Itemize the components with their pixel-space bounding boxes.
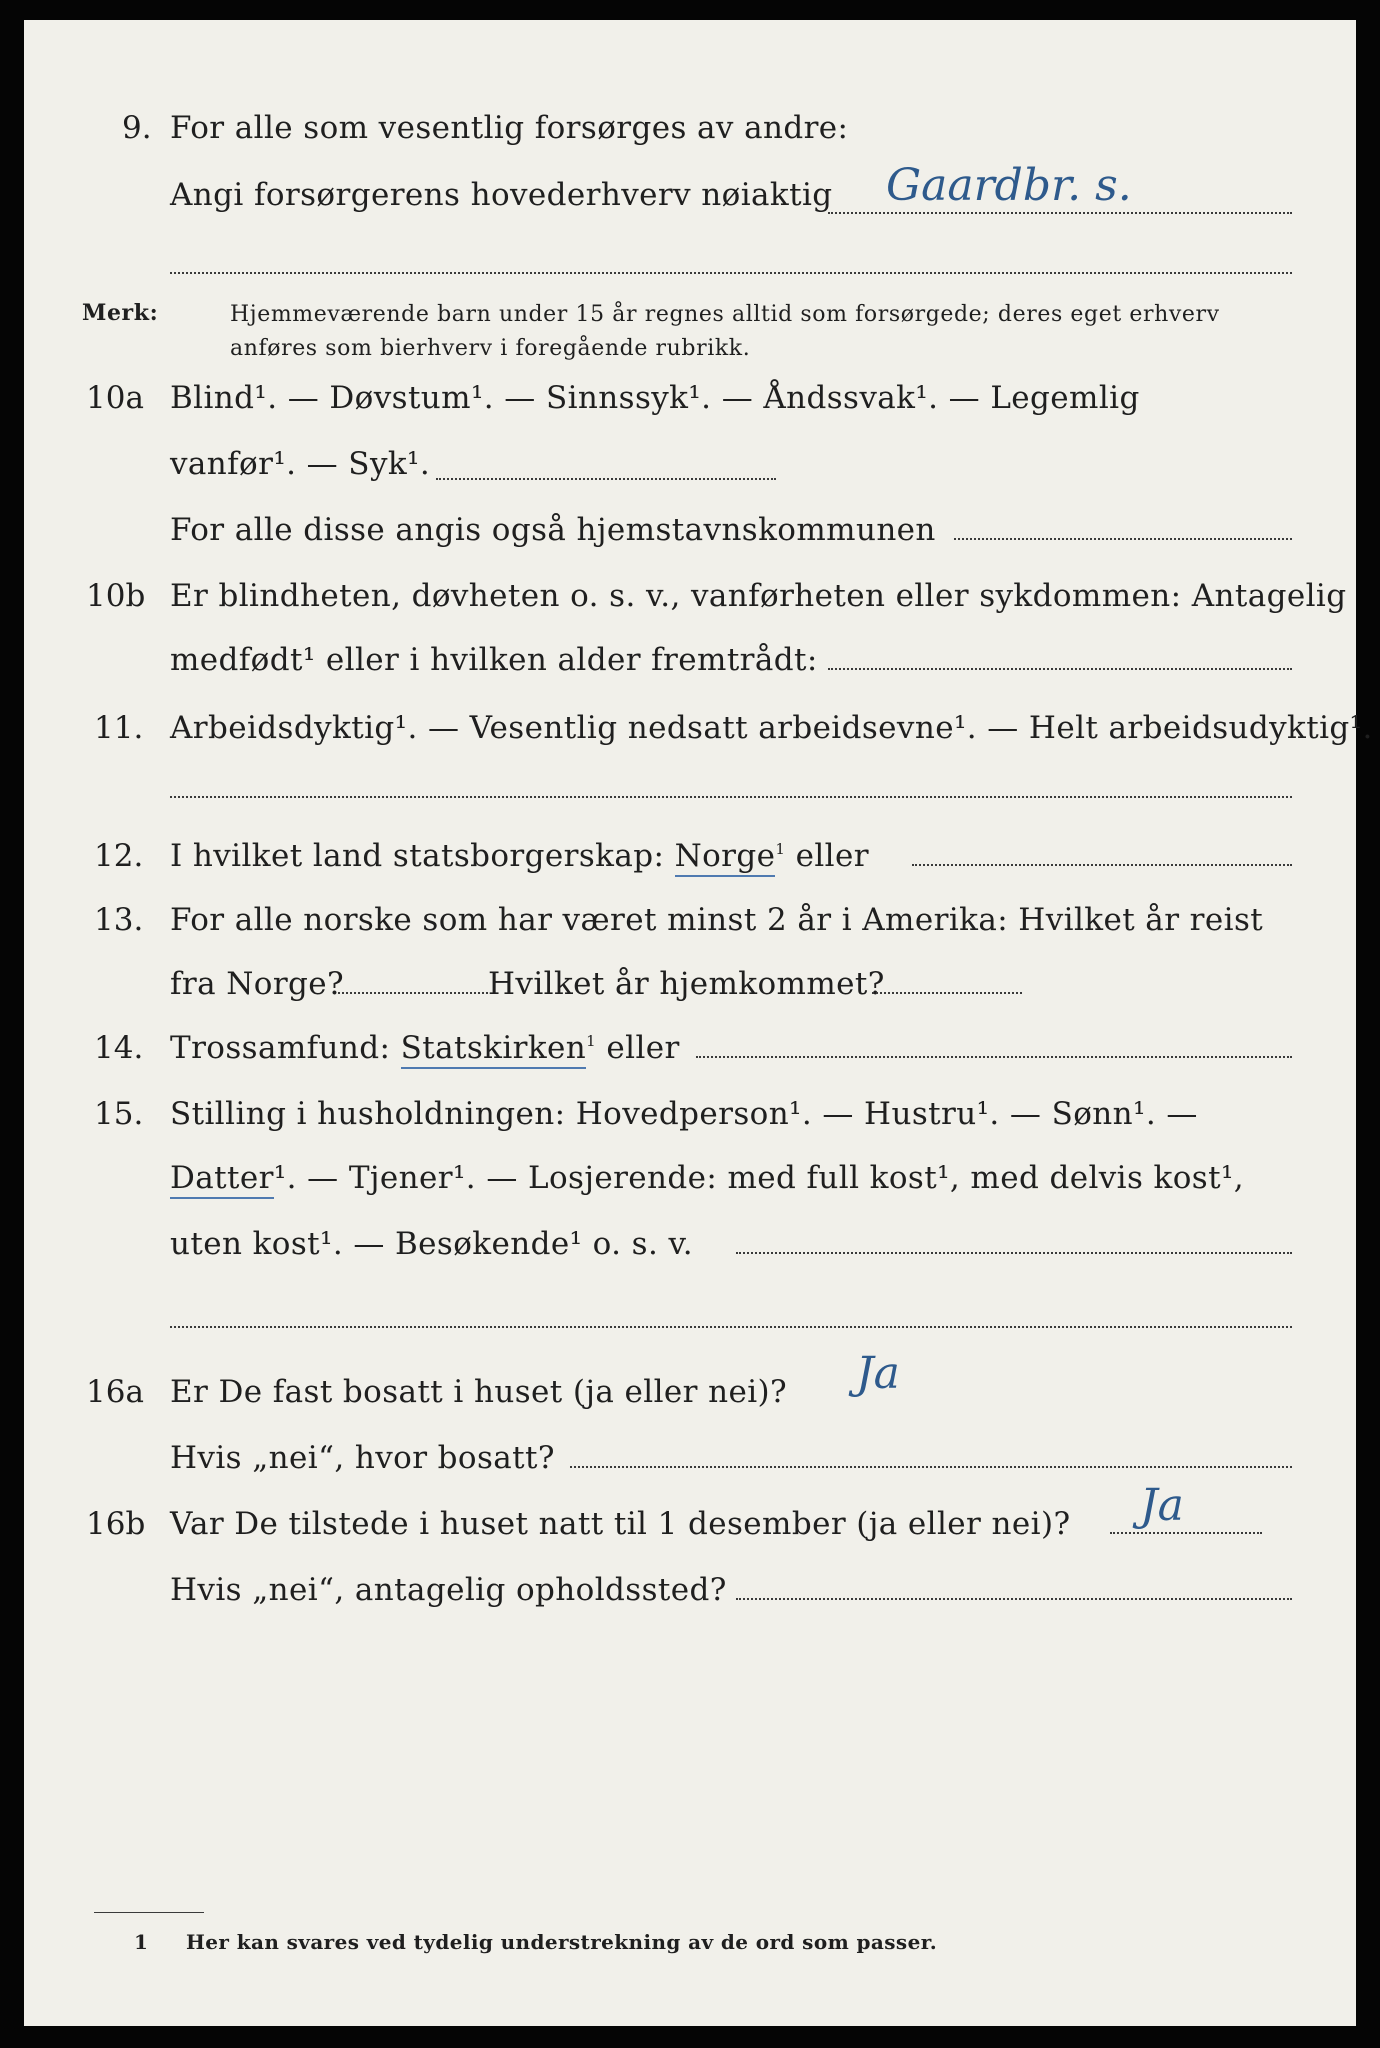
merk-label: Merk: xyxy=(82,300,159,326)
q9-line1: For alle som vesentlig forsørges av andre: xyxy=(170,110,849,146)
footnote-text: Her kan svares ved tydelig understrekning av de ord som passer. xyxy=(186,1930,938,1954)
q16a-line1: Er De fast bosatt i huset (ja eller nei)? xyxy=(170,1374,788,1410)
q15-number: 15. xyxy=(94,1096,144,1132)
q12-suffix: eller xyxy=(785,838,869,874)
q10a-number: 10a xyxy=(86,380,144,416)
q14-line: Trossamfund: Statskirken$^1$ eller xyxy=(170,1030,680,1066)
q13-line2b: Hvilket år hjemkommet? xyxy=(488,966,885,1002)
q13-hjemkommet-line xyxy=(872,992,1022,994)
q16b-opholdssted-line xyxy=(736,1598,1292,1600)
q11-answer-line xyxy=(170,796,1292,798)
q16a-line2: Hvis „nei“, hvor bosatt? xyxy=(170,1440,555,1476)
q16b-line1: Var De tilstede i huset natt til 1 desember (ja eller nei)? xyxy=(170,1506,1071,1542)
merk-line1: Hjemmeværende barn under 15 år regnes alltid som forsørgede; deres eget erhverv xyxy=(230,302,1220,327)
q14-number: 14. xyxy=(94,1030,144,1066)
q13-line2a: fra Norge? xyxy=(170,966,345,1002)
q13-line1: For alle norske som har været minst 2 år i Amerika: Hvilket år reist xyxy=(170,902,1264,938)
q16b-answer-line xyxy=(1110,1532,1262,1534)
q14-answer-line xyxy=(696,1056,1292,1058)
q12-underlined-answer: Norge xyxy=(675,838,776,877)
q13-number: 13. xyxy=(94,902,144,938)
q15-line2 xyxy=(170,1160,1244,1196)
q16a-number: 16a xyxy=(86,1374,144,1410)
q16a-answer-line xyxy=(570,1466,1292,1468)
q9-number: 9. xyxy=(122,110,152,146)
q12-answer-line xyxy=(912,864,1292,866)
q11-number: 11. xyxy=(94,710,144,746)
q9-answer-line xyxy=(828,212,1292,214)
q13-reist-line xyxy=(338,992,488,994)
q10b-number: 10b xyxy=(86,578,146,614)
q10b-answer-line xyxy=(828,668,1292,670)
q10a-line2: vanfør¹. — Syk¹. xyxy=(170,446,431,482)
q9-handwritten-answer: Gaardbr. s. xyxy=(886,160,1132,211)
q15-line3: uten kost¹. — Besøkende¹ o. s. v. xyxy=(170,1226,693,1262)
q9-line2: Angi forsørgerens hovederhverv nøiaktig xyxy=(170,177,833,213)
merk-line2: anføres som bierhverv i foregående rubrikk. xyxy=(230,336,751,361)
q10a-hjemstavn-line xyxy=(954,538,1292,540)
footnote-rule xyxy=(94,1912,204,1913)
q9-extra-line xyxy=(170,272,1292,274)
q10b-line1: Er blindheten, døvheten o. s. v., vanførheten eller sykdommen: Antagelig xyxy=(170,578,1347,614)
q15-answer-line xyxy=(736,1252,1292,1254)
q12-prefix: I hvilket land statsborgerskap: xyxy=(170,838,675,874)
q14-underlined-answer: Statskirken xyxy=(401,1030,587,1069)
q16a-handwritten-answer: Ja xyxy=(856,1348,900,1399)
q15-line2-rest: ¹. — Tjener¹. — Losjerende: med full kost¹, med delvis kost¹, xyxy=(273,1160,1245,1196)
q10a-line3: For alle disse angis også hjemstavnskommunen xyxy=(170,512,936,548)
q10b-line2: medfødt¹ eller i hvilken alder fremtrådt: xyxy=(170,642,818,678)
census-form-page xyxy=(24,20,1373,2026)
q10a-line1: Blind¹. — Døvstum¹. — Sinnssyk¹. — Åndssvak¹. — Legemlig xyxy=(170,380,1140,416)
q16b-line2: Hvis „nei“, antagelig opholdssted? xyxy=(170,1572,727,1608)
q16b-number: 16b xyxy=(86,1506,146,1542)
q12-line: I hvilket land statsborgerskap: Norge$^1$ eller xyxy=(170,838,869,874)
q15-line1: Stilling i husholdningen: Hovedperson¹. — Hustru¹. — Sønn¹. — xyxy=(170,1096,1198,1132)
q10a-syk-line xyxy=(436,478,776,480)
q14-suffix: eller xyxy=(596,1030,680,1066)
q15-extra-line xyxy=(170,1326,1292,1328)
q14-prefix: Trossamfund: xyxy=(170,1030,401,1066)
q15-underlined-answer: Datter xyxy=(170,1160,274,1199)
q12-number: 12. xyxy=(94,838,144,874)
q16b-handwritten-answer: Ja xyxy=(1140,1480,1184,1531)
footnote-mark: 1 xyxy=(134,1930,149,1954)
q11-line1: Arbeidsdyktig¹. — Vesentlig nedsatt arbeidsevne¹. — Helt arbeidsudyktig¹. xyxy=(170,710,1373,746)
